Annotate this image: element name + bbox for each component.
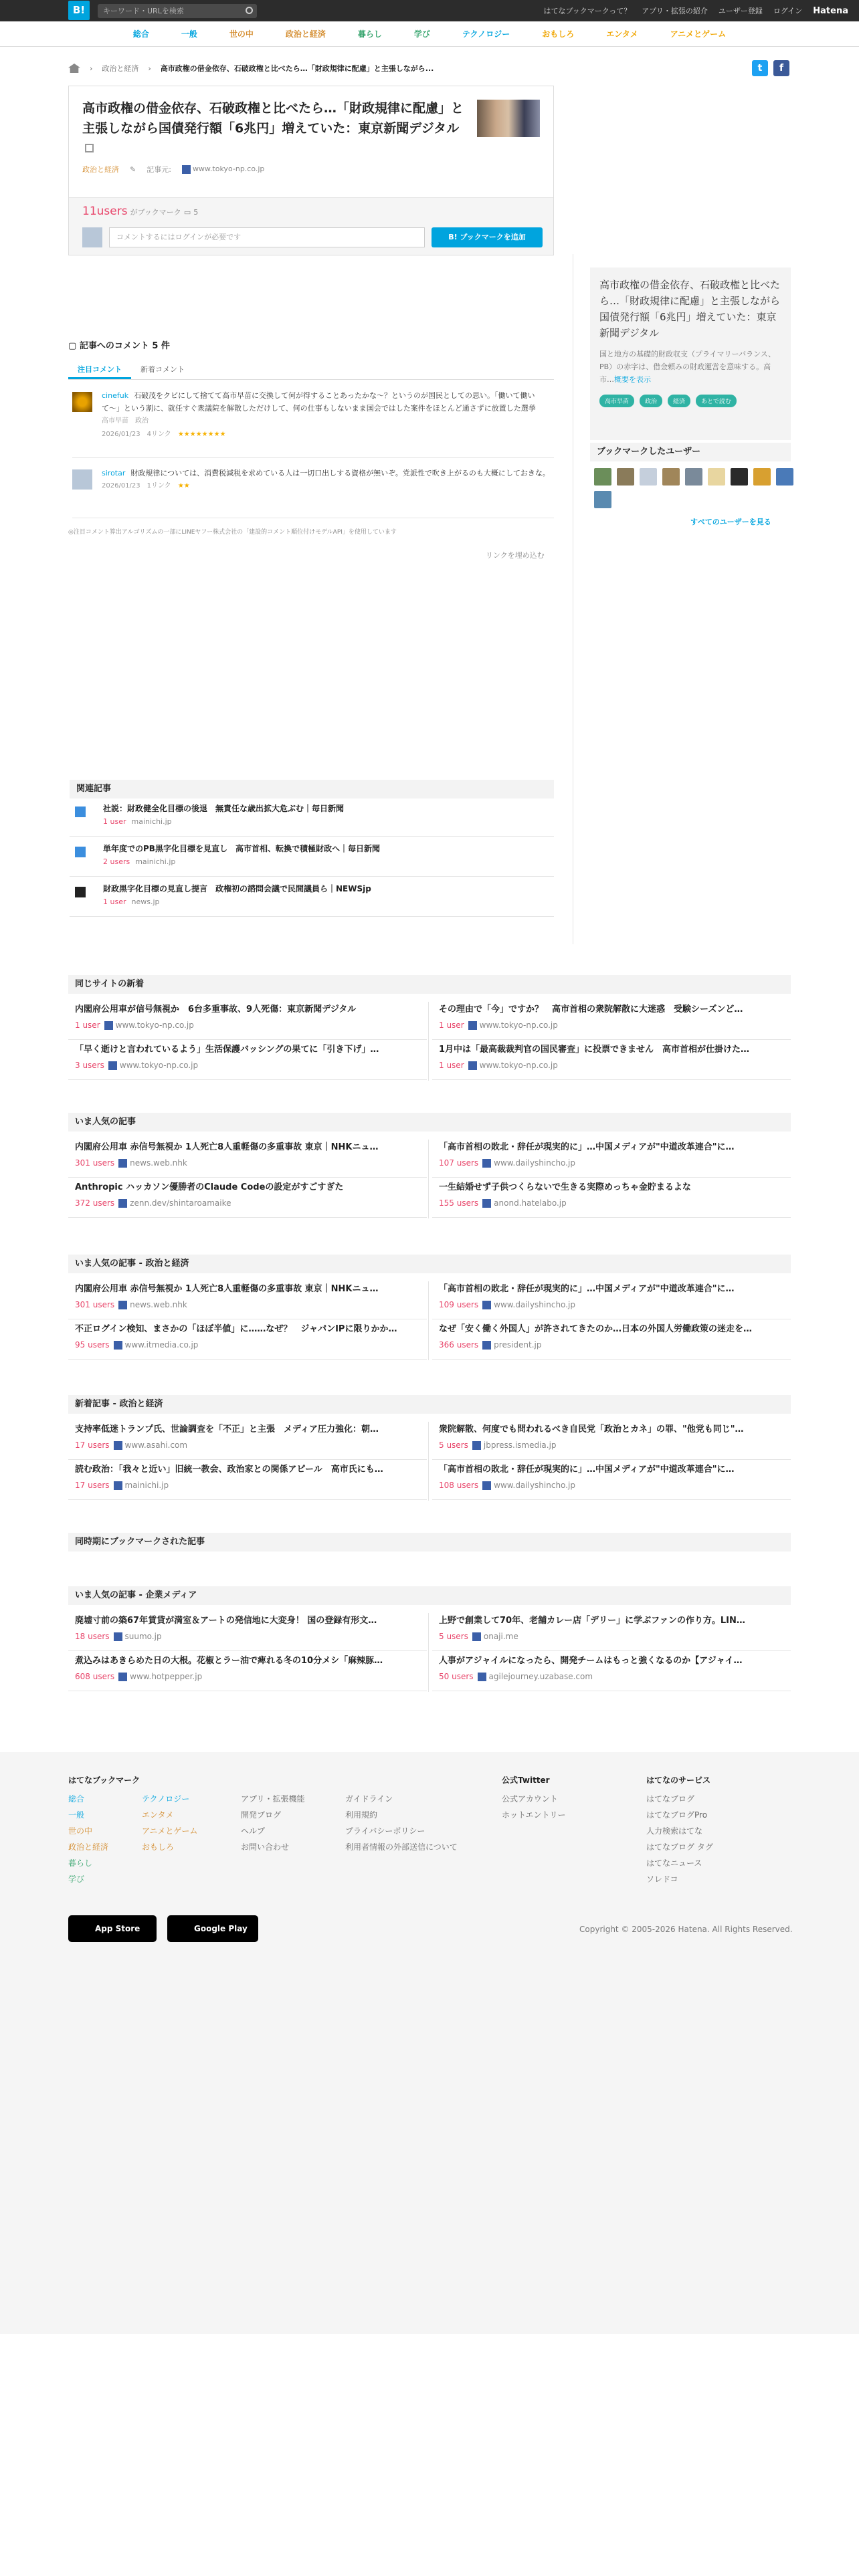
divider: [68, 1079, 427, 1080]
category-1[interactable]: 一般: [181, 29, 197, 39]
category-5[interactable]: 学び: [413, 29, 430, 39]
entry-thumbnail[interactable]: [477, 100, 540, 137]
article-domain[interactable]: www.dailyshincho.jp: [494, 1481, 575, 1490]
category-6[interactable]: テクノロジー: [462, 29, 510, 39]
article-domain[interactable]: mainichi.jp: [124, 1481, 169, 1490]
google-play-button[interactable]: Google Play: [167, 1915, 258, 1942]
star-icon[interactable]: ★★: [177, 482, 190, 490]
related-domain[interactable]: news.jp: [131, 897, 160, 906]
article-domain[interactable]: onaji.me: [483, 1632, 518, 1641]
article-users[interactable]: 1 user: [439, 1061, 464, 1070]
article-users[interactable]: 155 users: [439, 1198, 479, 1208]
comment-input[interactable]: コメントするにはログインが必要です: [109, 227, 425, 247]
article-title[interactable]: 内閣府公用車が信号無視か 6台多重事故、9人死傷：東京新聞デジタル: [75, 1004, 357, 1014]
article-title[interactable]: 上野で創業して70年、老舗カレー店「デリー」に学ぶファンの作り方。LIN…: [439, 1616, 745, 1626]
divider: [432, 1079, 791, 1080]
article-domain[interactable]: www.asahi.com: [124, 1440, 188, 1450]
avatar[interactable]: [662, 468, 680, 486]
article-users[interactable]: 95 users: [75, 1340, 110, 1350]
site-favicon-icon: [472, 1632, 481, 1641]
footer-link[interactable]: 人力検索はてな: [646, 1826, 703, 1836]
hatena-brand[interactable]: Hatena: [813, 5, 848, 16]
divider: [428, 1281, 429, 1360]
article-card[interactable]: [75, 1003, 430, 1030]
article-users[interactable]: 3 users: [75, 1061, 104, 1070]
related-users[interactable]: 1 user: [103, 897, 126, 906]
article-users[interactable]: 17 users: [75, 1481, 110, 1490]
article-card[interactable]: [75, 1654, 430, 1681]
article-domain[interactable]: www.hotpepper.jp: [130, 1672, 203, 1681]
divider: [70, 916, 554, 917]
section-heading: いま人気の記事 - 企業メディア: [68, 1586, 791, 1605]
site-favicon-icon: [482, 1341, 491, 1350]
footer-link[interactable]: はてなブログ: [646, 1794, 695, 1804]
footer-col-apps: [241, 1791, 305, 1855]
tab-featured-comments[interactable]: 注目コメント: [68, 360, 131, 379]
footer-link[interactable]: アプリ・拡張機能: [241, 1794, 305, 1804]
divider: [70, 836, 554, 837]
avatar[interactable]: [708, 468, 725, 486]
related-item[interactable]: [70, 843, 554, 876]
article-domain[interactable]: agilejourney.uzabase.com: [488, 1672, 593, 1681]
site-favicon-icon: [468, 1021, 477, 1030]
divider: [432, 1650, 791, 1651]
tag-item[interactable]: 政治: [640, 395, 662, 407]
article-card[interactable]: [439, 1463, 793, 1490]
article-meta: [439, 1300, 793, 1309]
related-meta: [103, 897, 160, 906]
footer-link[interactable]: 公式アカウント: [502, 1794, 558, 1804]
divider: [68, 1359, 427, 1360]
entry-summary-box: [590, 267, 791, 440]
article-card[interactable]: [75, 1323, 430, 1350]
article-domain[interactable]: www.tokyo-np.co.jp: [115, 1021, 194, 1030]
article-title[interactable]: 「高市首相の敗北・辞任が現実的に」…中国メディアが"中道改革連合"に…: [439, 1142, 735, 1152]
all-users-link[interactable]: すべてのユーザーを見る: [690, 518, 771, 526]
article-meta: [75, 1021, 430, 1030]
section-heading: いま人気の記事 - 政治と経済: [68, 1255, 791, 1273]
divider: [428, 1613, 429, 1692]
article-title[interactable]: 一生結婚せず子供つくらないで生きる実際めっちゃ金貯まるよな: [439, 1182, 691, 1192]
summary-desc: 国と地方の基礎的財政収支（プライマリーバランス、PB）の赤字は、借金頼みの財政運営を意味する。高市…概要を表示: [599, 350, 776, 384]
comment-user[interactable]: cinefuk: [102, 391, 129, 400]
site-favicon-icon: [482, 1159, 491, 1168]
site-favicon-icon: [182, 165, 191, 174]
divider: [432, 1039, 791, 1040]
article-users[interactable]: 18 users: [75, 1632, 110, 1641]
divider: [432, 1359, 791, 1360]
article-meta: [75, 1632, 430, 1641]
article-title[interactable]: なぜ「安く働く外国人」が許されてきたのか…日本の外国人労働政策の迷走を…: [439, 1324, 753, 1334]
article-users[interactable]: 608 users: [75, 1672, 115, 1681]
summary-title[interactable]: 高市政権の借金依存、石破政権と比べたら…「財政規律に配慮」と主張しながら国債発行額「6兆円」増えていた：東京新聞デジタル: [599, 279, 781, 339]
article-domain[interactable]: www.tokyo-np.co.jp: [479, 1021, 558, 1030]
related-domain[interactable]: mainichi.jp: [131, 817, 172, 826]
footer-link[interactable]: お問い合わせ: [241, 1842, 290, 1852]
article-meta: [75, 1061, 430, 1070]
article-users[interactable]: 301 users: [75, 1158, 115, 1168]
divider: [68, 1499, 427, 1500]
site-favicon-icon: [118, 1673, 127, 1681]
section-heading: 新着記事 - 政治と経済: [68, 1395, 791, 1414]
related-title[interactable]: 財政黒字化目標の見直し提言 政権初の諮問会議で民間議員ら｜NEWSjp: [103, 884, 371, 893]
divider: [68, 1177, 427, 1178]
comment-icon: ▭: [183, 208, 191, 217]
footer-link[interactable]: 総合: [68, 1794, 85, 1804]
footer-link[interactable]: 利用者情報の外部送信について: [345, 1842, 458, 1852]
site-favicon-icon: [118, 1159, 127, 1168]
breadcrumb: [68, 59, 791, 78]
footer-col-twitter: 公式Twitter 公式アカウント ホットエントリー: [502, 1772, 566, 1823]
footer-link[interactable]: ガイドライン: [345, 1794, 393, 1804]
breadcrumb-category[interactable]: 政治と経済: [102, 64, 139, 73]
article-domain[interactable]: suumo.jp: [124, 1632, 162, 1641]
comment-text: 財政規律については、消費税減税を求めている人は一切口出しする資格が無いぞ。党派性で吹き上がるのも大概にしておきな。: [130, 469, 550, 477]
article-domain[interactable]: www.tokyo-np.co.jp: [479, 1061, 558, 1070]
site-favicon-icon: [75, 807, 86, 817]
article-meta: [439, 1340, 793, 1350]
article-meta: [439, 1481, 793, 1490]
avatar[interactable]: [72, 392, 92, 412]
divider: [68, 1039, 427, 1040]
footer-col-services: はてなのサービス はてなブログ はてなブログPro 人力検索はてな はてなブログ タグ はてなニュース ソレドコ: [646, 1772, 713, 1887]
related-item[interactable]: [70, 883, 554, 916]
article-domain[interactable]: news.web.nhk: [130, 1300, 187, 1309]
article-users[interactable]: 1 user: [75, 1021, 100, 1030]
embed-link[interactable]: リンクを埋め込む: [486, 551, 545, 560]
breadcrumb-arrow-icon: ›: [90, 64, 93, 73]
comment-date[interactable]: 2026/01/23: [102, 482, 140, 490]
about-link[interactable]: はてなブックマークって？: [543, 7, 632, 15]
facebook-share-icon[interactable]: f: [773, 60, 789, 76]
footer-link[interactable]: はてなブログ タグ: [646, 1842, 713, 1852]
entry-category[interactable]: 政治と経済: [82, 165, 119, 174]
article-title[interactable]: 読む政治：「我々と近い」旧統一教会、政治家との関係アピール 高市氏にも…: [75, 1465, 383, 1475]
avatar[interactable]: [640, 468, 657, 486]
article-card[interactable]: [75, 1423, 430, 1450]
avatar[interactable]: [685, 468, 702, 486]
section-heading: いま人気の記事: [68, 1113, 791, 1132]
article-meta: [75, 1198, 430, 1208]
site-favicon-icon: [472, 1441, 481, 1450]
article-title[interactable]: 1月中は「最高裁裁判官の国民審査」に投票できません 高市首相が仕掛けた…: [439, 1045, 750, 1055]
footer-link[interactable]: はてなニュース: [646, 1858, 702, 1868]
article-title[interactable]: その理由で「今」ですか？ 高市首相の衆院解散に大迷惑 受験シーズンど…: [439, 1004, 743, 1014]
related-users[interactable]: 2 users: [103, 857, 130, 866]
article-domain[interactable]: jbpress.ismedia.jp: [483, 1440, 557, 1450]
add-bookmark-button[interactable]: B! ブックマークを追加: [432, 227, 543, 247]
related-heading: 関連記事: [70, 780, 554, 798]
site-favicon-icon: [478, 1673, 486, 1681]
divider: [432, 1177, 791, 1178]
article-card[interactable]: [75, 1181, 430, 1208]
footer-link[interactable]: おもしろ: [142, 1842, 175, 1852]
avatar: [82, 227, 102, 247]
home-icon[interactable]: [68, 64, 80, 73]
category-nav: [0, 21, 859, 47]
site-favicon-icon: [114, 1481, 122, 1490]
footer-col-policy: [345, 1791, 458, 1855]
footer-link[interactable]: 世の中: [68, 1826, 93, 1836]
site-favicon-icon: [118, 1199, 127, 1208]
footer-link[interactable]: テクノロジー: [142, 1794, 190, 1804]
article-title[interactable]: 内閣府公用車 赤信号無視か 1人死亡8人重軽傷の多重事故 東京｜NHKニュ…: [75, 1142, 379, 1152]
comment-text: 石破茂をクビにして捨てて高市早苗に交換して何が得することあったかな〜？というのが国民としての思い。「働いて働いて〜」という割に、就任すぐ衆議院を解散しただけして、何の仕事もしないまま国会ではした案件をほとんど通さずに放置した選挙: [102, 391, 536, 413]
footer-link[interactable]: ホットエントリー: [502, 1810, 566, 1820]
breadcrumb-current: 高市政権の借金依存、石破政権と比べたら…「財政規律に配慮」と主張しながら...: [160, 64, 434, 73]
divider: [428, 1140, 429, 1218]
app-store-button[interactable]: App Store: [68, 1915, 157, 1942]
article-card[interactable]: [75, 1043, 430, 1070]
category-9[interactable]: アニメとゲーム: [670, 29, 727, 39]
tab-new-comments[interactable]: 新着コメント: [140, 365, 185, 374]
site-favicon-icon: [75, 847, 86, 857]
article-users[interactable]: 109 users: [439, 1300, 479, 1309]
star-icon[interactable]: ★★★★★★★★: [177, 431, 226, 438]
external-link-icon[interactable]: [85, 144, 94, 152]
footer-link[interactable]: 学び: [68, 1874, 85, 1884]
site-favicon-icon: [108, 1061, 117, 1070]
article-title[interactable]: 「高市首相の敗北・辞任が現実的に」…中国メディアが"中道改革連合"に…: [439, 1465, 735, 1475]
avatar[interactable]: [776, 468, 793, 486]
comment-tags[interactable]: 高市早苗 政治: [102, 417, 149, 425]
bookmark-users-heading: ブックマークしたユーザー: [590, 443, 791, 461]
article-card[interactable]: [75, 1463, 430, 1490]
article-meta: [439, 1632, 793, 1641]
article-users[interactable]: 372 users: [75, 1198, 115, 1208]
article-card[interactable]: [439, 1423, 793, 1450]
article-title[interactable]: 衆院解散、何度でも問われるべき自民党「政治とカネ」の罪、"他党も同じ"…: [439, 1424, 744, 1434]
tag-list: [599, 395, 781, 407]
related-domain[interactable]: mainichi.jp: [135, 857, 176, 866]
article-title[interactable]: 煮込みはあきらめた日の大根。花椒とラー油で痺れる冬の10分メシ「麻辣豚…: [75, 1656, 383, 1666]
article-title[interactable]: 不正ログイン検知、まさかの「ほぼ半値」に……なぜ？ ジャパンIPに限りかか…: [75, 1324, 397, 1334]
article-domain[interactable]: zenn.dev/shintaroamaike: [130, 1198, 231, 1208]
comment-user[interactable]: sirotar: [102, 469, 126, 477]
article-meta: [439, 1061, 793, 1070]
edit-icon[interactable]: ✎: [130, 165, 136, 174]
article-card[interactable]: [439, 1043, 793, 1070]
top-bar: [0, 0, 859, 21]
article-users[interactable]: 108 users: [439, 1481, 479, 1490]
category-2[interactable]: 世の中: [229, 29, 254, 39]
related-meta: [103, 817, 172, 826]
site-favicon-icon: [118, 1301, 127, 1309]
article-card[interactable]: [439, 1323, 793, 1350]
divider: [428, 1422, 429, 1501]
breadcrumb-arrow-icon: ›: [148, 64, 151, 73]
bookmark-users-count[interactable]: 11users がブックマーク ▭ 5: [82, 205, 199, 218]
category-7[interactable]: おもしろ: [542, 29, 575, 39]
register-link[interactable]: ユーザー登録: [718, 7, 763, 15]
tag-item[interactable]: 高市早苗: [599, 395, 634, 407]
divider: [432, 1499, 791, 1500]
footer-link[interactable]: 暮らし: [68, 1858, 93, 1868]
avatar[interactable]: [72, 469, 92, 490]
site-favicon-icon: [75, 887, 86, 897]
hatena-bookmark-logo[interactable]: B!: [68, 1, 90, 20]
article-card[interactable]: [75, 1141, 430, 1168]
footer-link[interactable]: 政治と経済: [68, 1842, 109, 1852]
tag-item[interactable]: 経済: [668, 395, 690, 407]
footer-col-bookmark: はてなブックマーク 総合 一般 世の中 政治と経済 暮らし 学び テクノロジー エンタメ アニメとゲーム おもしろ: [68, 1772, 197, 1887]
article-card[interactable]: [439, 1181, 793, 1208]
footer-link[interactable]: 開発ブログ: [241, 1810, 282, 1820]
article-meta: [75, 1440, 430, 1450]
comment-item: sirotar 財政規律については、消費税減税を求めている人は一切口出しする資格が無いぞ。党派性で吹き上がるのも大概にしておきな。 2026/01/23 1リンク ★★: [72, 467, 554, 507]
article-meta: [439, 1440, 793, 1450]
source-label: 記事元:: [147, 165, 171, 174]
article-users[interactable]: 1 user: [439, 1021, 464, 1030]
category-8[interactable]: エンタメ: [606, 29, 638, 39]
article-title[interactable]: 人事がアジャイルになったら、開発チームはもっと強くなるのか【アジャイ…: [439, 1656, 743, 1666]
footer-link[interactable]: アニメとゲーム: [142, 1826, 198, 1836]
article-meta: [75, 1340, 430, 1350]
entry-title[interactable]: 高市政権の借金依存、石破政権と比べたら…「財政規律に配慮」と主張しながら国債発行額「6兆円」増えていた：東京新聞デジタル: [82, 98, 470, 158]
article-domain[interactable]: www.itmedia.co.jp: [124, 1340, 199, 1350]
article-title[interactable]: 内閣府公用車 赤信号無視か 1人死亡8人重軽傷の多重事故 東京｜NHKニュ…: [75, 1284, 379, 1294]
login-link[interactable]: ログイン: [773, 7, 803, 15]
article-domain[interactable]: news.web.nhk: [130, 1158, 187, 1168]
section-heading: 同じサイトの新着: [68, 975, 791, 994]
article-users[interactable]: 5 users: [439, 1632, 468, 1641]
comment-bubble-icon: ▢: [68, 341, 80, 351]
article-title[interactable]: 支持率低迷トランプ氏、世論調査を「不正」と主張 メディア圧力強化：朝…: [75, 1424, 379, 1434]
footer-link[interactable]: はてなブログPro: [646, 1810, 708, 1820]
article-users[interactable]: 5 users: [439, 1440, 468, 1450]
site-favicon-icon: [482, 1481, 491, 1490]
divider: [68, 1459, 427, 1460]
bookmark-user-list: [594, 468, 795, 508]
article-meta: [439, 1198, 793, 1208]
divider: [432, 1459, 791, 1460]
divider: [70, 876, 554, 877]
copyright: Copyright © 2005-2026 Hatena. All Rights Reserved.: [579, 1925, 793, 1934]
article-card[interactable]: [439, 1283, 793, 1309]
article-card[interactable]: [439, 1654, 793, 1681]
site-favicon-icon: [114, 1341, 122, 1350]
search-icon[interactable]: [246, 7, 253, 14]
footer-link[interactable]: プライバシーポリシー: [345, 1826, 425, 1836]
site-favicon-icon: [114, 1632, 122, 1641]
footer-link[interactable]: エンタメ: [142, 1810, 174, 1820]
divider: [68, 1217, 427, 1218]
show-summary-link: 概要を表示: [614, 375, 651, 384]
divider: [68, 1650, 427, 1651]
article-domain[interactable]: www.dailyshincho.jp: [494, 1158, 575, 1168]
related-users[interactable]: 1 user: [103, 817, 126, 826]
comments-heading: ▢ 記事へのコメント 5 件: [68, 341, 170, 351]
section-heading: 同時期にブックマークされた記事: [68, 1533, 791, 1551]
article-meta: [75, 1300, 430, 1309]
article-card[interactable]: [439, 1614, 793, 1641]
footer-link[interactable]: ヘルプ: [241, 1826, 266, 1836]
avatar[interactable]: [594, 468, 611, 486]
tag-item[interactable]: あとで読む: [696, 395, 737, 407]
entry-card: [68, 86, 554, 255]
site-favicon-icon: [104, 1021, 113, 1030]
divider: [432, 1217, 791, 1218]
article-users[interactable]: 107 users: [439, 1158, 479, 1168]
apps-link[interactable]: アプリ・拡張の紹介: [642, 7, 708, 15]
article-card[interactable]: [75, 1283, 430, 1309]
twitter-share-icon[interactable]: t: [752, 60, 768, 76]
site-favicon-icon: [114, 1441, 122, 1450]
article-domain[interactable]: www.dailyshincho.jp: [494, 1300, 575, 1309]
article-meta: [439, 1021, 793, 1030]
article-title[interactable]: 「高市首相の敗北・辞任が現実的に」…中国メディアが"中道改革連合"に…: [439, 1284, 735, 1294]
article-meta: [439, 1158, 793, 1168]
article-card[interactable]: [439, 1003, 793, 1030]
footer: [0, 1752, 859, 2334]
article-users[interactable]: 366 users: [439, 1340, 479, 1350]
comment-algorithm-note: ◎注目コメント算出アルゴリズムの一部にLINEヤフー株式会社の「建設的コメント順位付けモデルAPI」を使用しています: [68, 529, 397, 536]
related-title[interactable]: 単年度でのPB黒字化目標を見直し 高市首相、転換で積極財政へ｜毎日新聞: [103, 844, 380, 853]
avatar[interactable]: [617, 468, 634, 486]
article-meta: [75, 1481, 430, 1490]
related-item[interactable]: [70, 802, 554, 836]
footer-link[interactable]: ソレドコ: [646, 1874, 678, 1884]
article-domain[interactable]: president.jp: [494, 1340, 542, 1350]
article-users[interactable]: 301 users: [75, 1300, 115, 1309]
footer-link[interactable]: 一般: [68, 1810, 85, 1820]
category-3[interactable]: 政治と経済: [285, 29, 326, 39]
site-favicon-icon: [468, 1061, 477, 1070]
comment-date[interactable]: 2026/01/23: [102, 431, 140, 438]
avatar[interactable]: [594, 491, 611, 508]
divider: [428, 1002, 429, 1081]
article-users[interactable]: 17 users: [75, 1440, 110, 1450]
avatar[interactable]: [753, 468, 771, 486]
article-title[interactable]: 廃墟寸前の築67年賃貸が満室＆アートの発信地に大変身！ 国の登録有形文…: [75, 1616, 377, 1626]
article-domain[interactable]: anond.hatelabo.jp: [494, 1198, 567, 1208]
site-favicon-icon: [482, 1301, 491, 1309]
comment-tabs: [68, 360, 554, 380]
article-card[interactable]: [75, 1614, 430, 1641]
article-domain[interactable]: www.tokyo-np.co.jp: [119, 1061, 199, 1070]
footer-link[interactable]: 利用規約: [345, 1810, 378, 1820]
site-favicon-icon: [482, 1199, 491, 1208]
related-meta: [103, 857, 175, 866]
article-meta: [75, 1158, 430, 1168]
avatar[interactable]: [731, 468, 748, 486]
article-meta: [439, 1672, 793, 1681]
article-meta: [75, 1672, 430, 1681]
article-title[interactable]: Anthropic ハッカソン優勝者のClaude Codeの設定がすごすぎた: [75, 1182, 344, 1192]
related-title[interactable]: 社説：財政健全化目標の後退 無責任な歳出拡大危ぶむ｜毎日新聞: [103, 804, 345, 813]
entry-domain[interactable]: www.tokyo-np.co.jp: [182, 165, 264, 174]
article-title[interactable]: 「早く逝けと言われているよう」生活保護バッシングの果てに「引き下げ」…: [75, 1045, 379, 1055]
article-users[interactable]: 50 users: [439, 1672, 474, 1681]
comment-item: cinefuk 石破茂をクビにして捨てて高市早苗に交換して何が得することあったかな〜？というのが国民としての思い。「働いて働いて〜」という割に、就任すぐ衆議院を解散しただけして、何の仕事もしないまま国会ではした案件をほとんど通さずに放置した選挙 高市早苗 政治 2026/01/23 4リンク ★★★★★★★★: [72, 389, 554, 456]
article-card[interactable]: [439, 1141, 793, 1168]
search-input[interactable]: キーワード・URLを検索: [98, 4, 257, 18]
category-4[interactable]: 暮らし: [357, 29, 382, 39]
category-0[interactable]: 総合: [132, 29, 149, 39]
